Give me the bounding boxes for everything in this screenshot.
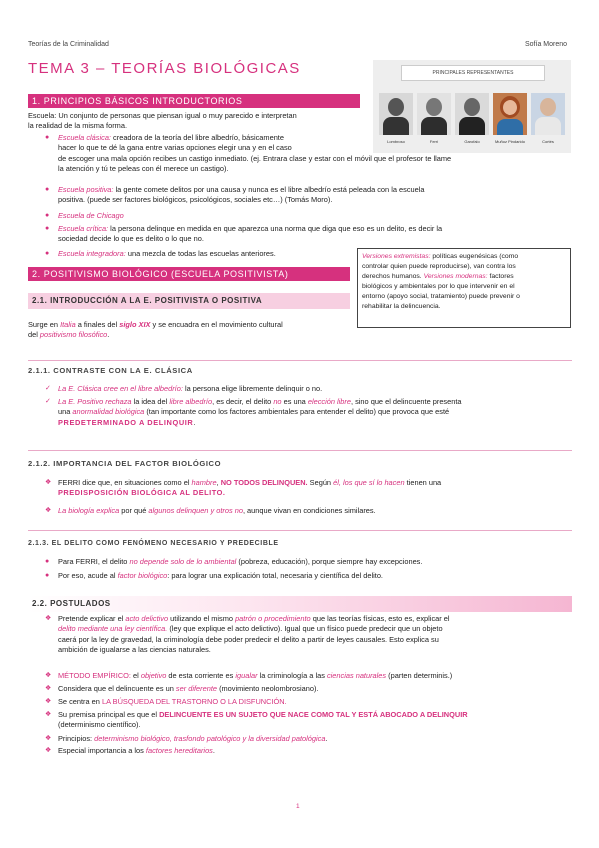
portrait-1 [379,93,413,135]
portrait-name: Lombroso [387,139,405,144]
divider [28,530,572,531]
header-author: Sofía Moreno [525,41,568,48]
header-course: Teorías de la Criminalidad [28,41,109,48]
portrait-name: Cortés [542,139,554,144]
list-item-escuela-integradora [45,249,348,259]
text-line: la realidad de la misma forma. [28,121,127,131]
section-2-1-1-heading: 2.1.1. CONTRASTE CON LA E. CLÁSICA [28,366,193,375]
text-line: Escuela: Un conjunto de personas que piensan igual o muy parecido e interpretan [28,111,297,120]
section-2-1-3-heading: 2.1.3. EL DELITO COMO FENÓMENO NECESARIO Y PREDECIBLE [28,540,279,547]
diamond-icon: ❖ [45,507,52,514]
section-2-1-heading: 2.1. INTRODUCCIÓN A LA E. POSITIVISTA O POSITIVA [28,293,350,309]
diamond-icon: ❖ [45,711,52,718]
list-item-escuela-clasica [45,133,573,174]
figure-caption: PRINCIPALES REPRESENTANTES [401,65,545,81]
list-item-escuela-chicago [45,211,568,221]
versions-note-box [357,248,571,328]
text: una mezcla de todas las escuelas anteriores. [125,249,276,258]
list-item-escuela-positiva [45,185,568,206]
text-line: controlar quien puede reproducirse), van contra los [362,263,516,270]
postulado-5: ❖ Su premisa principal es que el DELINCUENTE ES UN SUJETO QUE NACE COMO TAL Y ESTÁ ABOCADO A DELINQUIR (determinismo científico). [45,710,468,730]
s1-intro [28,111,368,132]
term: Escuela clásica: [58,133,111,142]
bullet-icon: ● [45,186,50,193]
bullet-icon: ● [45,212,50,219]
portrait-name: Garofalo [464,139,480,144]
text: la persona delinque en medida en que aparezca una norma que diga que eso es un delito, es decir la [108,224,443,233]
term: Escuela positiva: [58,185,114,194]
section-2-heading: 2. POSITIVISMO BIOLÓGICO (ESCUELA POSITIVISTA) [28,267,350,281]
postulado-2: ❖ MÉTODO EMPÍRICO: el objetivo de esta corriente es igualar la criminología a las ciencias naturales (parten determinis.) [45,671,453,680]
text: derechos humanos. [362,273,424,280]
text-line: de escoger una mala opción recibes un castigo inmediato. (ej. Entrara clase y estar con el móvil que el profesor te llame [58,153,452,163]
text: la gente comete delitos por una causa y nunca es el libre albedrío está peleada con la escuela [113,185,425,194]
diamond-icon: ❖ [45,479,52,486]
term: Escuela crítica: [58,224,109,233]
section-2-2-heading: 2.2. POSTULADOS [28,596,572,612]
text-line: hacer lo que te dé la gana entre varias opciones elegir una y en el caso [58,143,292,153]
s21-paragraph: Surge en Italia a finales del siglo XIX y se encuadra en el movimiento cultural del positivismo filosófico. [28,320,283,340]
divider [28,360,572,361]
section-1-heading: 1. PRINCIPIOS BÁSICOS INTRODUCTORIOS [28,94,360,108]
diamond-icon: ❖ [45,747,52,754]
diamond-icon: ❖ [45,735,52,742]
contrast-item-2: ✓ La E. Positivo rechaza la idea del libre albedrío, es decir, el delito no es una elección libre, sino que el delincuente presenta una anormalidad biológica (tan importante como los factores ambientales para entender el delito) que provoca que esté PREDETERMINADO A DELINQUIR. [45,397,462,427]
term: Escuela de Chicago [58,211,124,220]
diamond-icon: ❖ [45,672,52,679]
bullet-icon: ● [45,558,50,565]
check-icon: ✓ [45,385,51,392]
portrait-name: Muñoz Pindarido [494,139,526,144]
term: Versiones modernas: [423,273,488,280]
text-line: positiva. (puede ser factores biológicos, psicológicos, sociales etc…) (Tomás Moro). [58,195,333,205]
text-line: entorno (apoyo social, tratamiento) puede prevenir o [362,293,520,300]
check-icon: ✓ [45,398,51,405]
text-line: rehabilitar la delincuencia. [362,303,441,310]
delito-item-1: ● Para FERRI, el delito no depende solo de lo ambiental (pobreza, educación), porque siempre hay excepciones. [45,557,423,566]
term: Escuela integradora: [58,249,126,258]
list-item-escuela-critica [45,224,568,245]
text: creadora de la teoría del libre albedrío, básicamente [111,133,284,142]
factor-item-2: ❖ La biología explica por qué algunos delinquen y otros no, aunque vivan en condiciones similares. [45,506,376,515]
portrait-3 [455,93,489,135]
portrait-2 [417,93,451,135]
diamond-icon: ❖ [45,698,52,705]
portrait-name: Ferri [429,139,439,144]
page-number: 1 [296,803,300,810]
text: factores [487,273,514,280]
bullet-icon: ● [45,572,50,579]
postulado-6: ❖ Principios: determinismo biológico, trasfondo patológico y la diversidad patológica. [45,734,328,743]
portrait-4 [493,93,527,135]
postulado-1: ❖ Pretende explicar el acto delictivo utilizando el mismo patrón o procedimiento que las teorías físicas, esto es, explicar el delito mediante una ley científica. (ley que explique el acto delictivo). Igual que un físico puede predecir que un objeto caerá por la ley de gravedad, la criminología debe poder predecir el delito a partir de leyes causales. Esto explica su ambición de igualarse a las ciencias naturales. [45,614,450,654]
postulado-4: ❖ Se centra en LA BÚSQUEDA DEL TRASTORNO O LA DISFUNCIÓN. [45,697,287,706]
postulado-3: ❖ Considera que el delincuente es un ser diferente (movimiento neolombrosiano). [45,684,319,693]
delito-item-2: ● Por eso, acude al factor biológico: para lograr una explicación total, necesaria y científica del delito. [45,571,383,580]
text-line: sociedad decide lo que es delito o lo que no. [58,234,204,244]
contrast-item-1: ✓ La E. Clásica cree en el libre albedrío: la persona elige libremente delinquir o no. [45,384,323,393]
page-title: TEMA 3 – TEORÍAS BIOLÓGICAS [28,60,301,77]
bullet-icon: ● [45,225,50,232]
diamond-icon: ❖ [45,685,52,692]
postulado-7: ❖ Especial importancia a los factores hereditarios. [45,746,215,755]
portrait-5 [531,93,565,135]
text: políticas eugenésicas (como [430,253,519,260]
section-2-1-2-heading: 2.1.2. IMPORTANCIA DEL FACTOR BIOLÓGICO [28,459,222,468]
factor-item-1: ❖ FERRI dice que, en situaciones como el hambre, NO TODOS DELINQUEN. Según él, los que sí lo hacen tienen una PREDISPOSICIÓN BIOLÓGICA AL DELITO. [45,478,442,498]
text-line: la atención y tú te peleas con él merece un castigo). [58,163,229,173]
term: Versiones extremistas: [362,253,431,260]
diamond-icon: ❖ [45,615,52,622]
text-line: biológicos y ambientales por lo que intervenir en el [362,283,515,290]
divider [28,450,572,451]
bullet-icon: ● [45,134,50,141]
bullet-icon: ● [45,250,50,257]
